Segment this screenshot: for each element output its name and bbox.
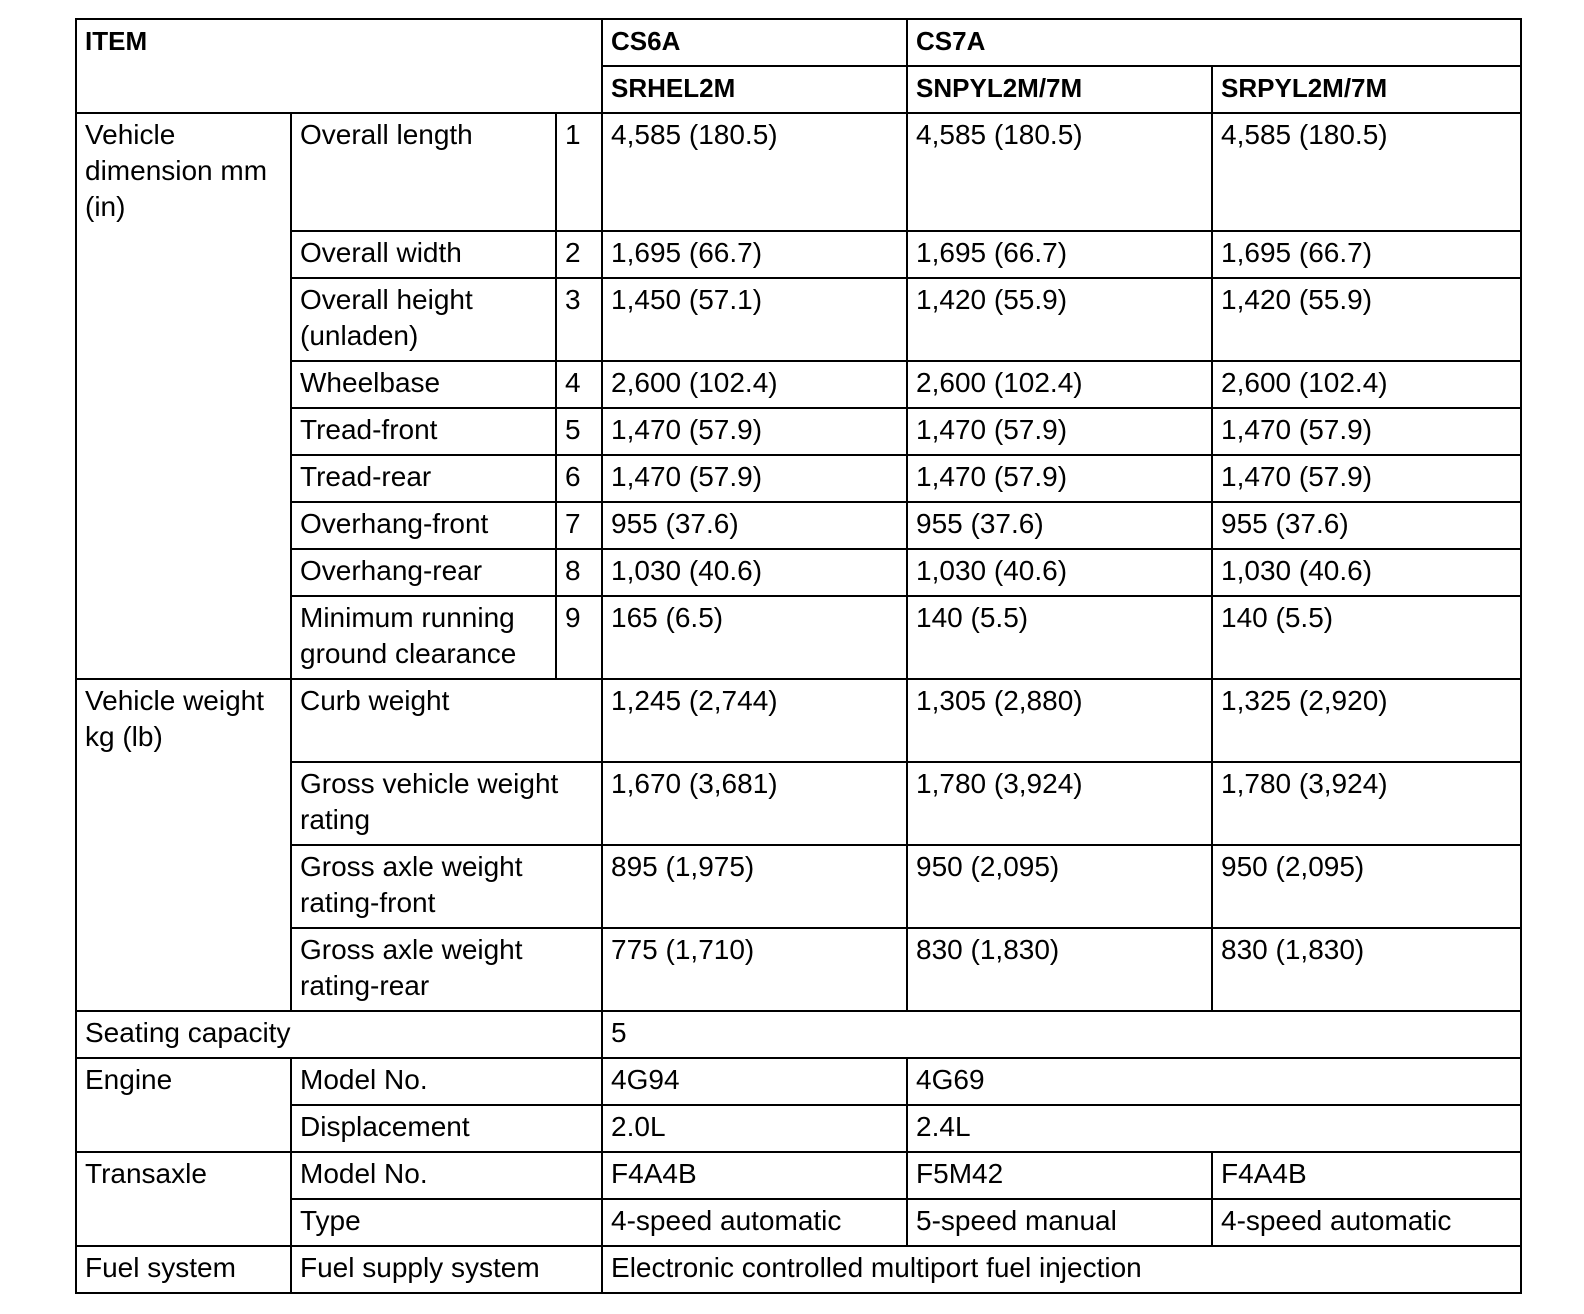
table-row	[76, 1105, 1521, 1152]
row-number: 1	[556, 113, 602, 231]
table-row	[76, 455, 1521, 502]
cell-snpyl: 1,780 (3,924)	[907, 762, 1212, 845]
cell-srpyl: 1,420 (55.9)	[1212, 278, 1521, 361]
row-label: Overhang-rear	[291, 549, 556, 596]
cell-cs6a: 1,470 (57.9)	[602, 455, 907, 502]
row-label: Wheelbase	[291, 361, 556, 408]
header-cs7a: CS7A	[907, 19, 1521, 66]
cell-srpyl: 950 (2,095)	[1212, 845, 1521, 928]
cell-snpyl: 2,600 (102.4)	[907, 361, 1212, 408]
cell-snpyl: 4,585 (180.5)	[907, 113, 1212, 231]
cell-cs6a: 1,450 (57.1)	[602, 278, 907, 361]
cell-snpyl: 950 (2,095)	[907, 845, 1212, 928]
table-row	[76, 928, 1521, 1011]
header-row	[76, 19, 1521, 66]
table-row	[76, 845, 1521, 928]
cell-srpyl: 4,585 (180.5)	[1212, 113, 1521, 231]
group-transaxle: Transaxle	[76, 1152, 291, 1246]
cell-snpyl: 1,420 (55.9)	[907, 278, 1212, 361]
row-label: Fuel supply system	[291, 1246, 602, 1293]
row-label: Model No.	[291, 1058, 602, 1105]
cell-cs7a: 2.4L	[907, 1105, 1521, 1152]
cell-snpyl: 1,305 (2,880)	[907, 679, 1212, 762]
cell-cs6a: 4,585 (180.5)	[602, 113, 907, 231]
row-label: Gross axle weight rating-rear	[291, 928, 602, 1011]
row-label: Tread-front	[291, 408, 556, 455]
cell-srpyl: 4-speed automatic	[1212, 1199, 1521, 1246]
cell-snpyl: 1,470 (57.9)	[907, 408, 1212, 455]
cell-snpyl: 5-speed manual	[907, 1199, 1212, 1246]
table-row	[76, 596, 1521, 679]
cell-cs6a: 4G94	[602, 1058, 907, 1105]
table-row	[76, 361, 1521, 408]
cell-srpyl: F4A4B	[1212, 1152, 1521, 1199]
row-label: Tread-rear	[291, 455, 556, 502]
table-row	[76, 408, 1521, 455]
row-label: Overall height (unladen)	[291, 278, 556, 361]
row-label: Displacement	[291, 1105, 602, 1152]
cell-srpyl: 830 (1,830)	[1212, 928, 1521, 1011]
table-row	[76, 1152, 1521, 1199]
cell-srpyl: 955 (37.6)	[1212, 502, 1521, 549]
group-fuel-system: Fuel system	[76, 1246, 291, 1293]
row-number: 8	[556, 549, 602, 596]
table-row	[76, 113, 1521, 231]
cell-srpyl: 1,325 (2,920)	[1212, 679, 1521, 762]
cell-cs6a: 165 (6.5)	[602, 596, 907, 679]
cell-cs6a: 1,670 (3,681)	[602, 762, 907, 845]
table-row	[76, 549, 1521, 596]
table-row	[76, 679, 1521, 762]
fuel-supply-value: Electronic controlled multiport fuel injection	[602, 1246, 1521, 1293]
table-row	[76, 1058, 1521, 1105]
header-item: ITEM	[76, 19, 602, 113]
table-row	[76, 1011, 1521, 1058]
row-label: Type	[291, 1199, 602, 1246]
row-number: 6	[556, 455, 602, 502]
cell-snpyl: 140 (5.5)	[907, 596, 1212, 679]
cell-snpyl: 1,470 (57.9)	[907, 455, 1212, 502]
cell-cs7a: 4G69	[907, 1058, 1521, 1105]
group-engine: Engine	[76, 1058, 291, 1152]
header-cs6a: CS6A	[602, 19, 907, 66]
seating-capacity-value: 5	[602, 1011, 1521, 1058]
cell-snpyl: 1,030 (40.6)	[907, 549, 1212, 596]
row-number: 7	[556, 502, 602, 549]
seating-capacity-label: Seating capacity	[76, 1011, 602, 1058]
cell-cs6a: 2,600 (102.4)	[602, 361, 907, 408]
cell-cs6a: F4A4B	[602, 1152, 907, 1199]
cell-srpyl: 1,695 (66.7)	[1212, 231, 1521, 278]
cell-cs6a: 1,470 (57.9)	[602, 408, 907, 455]
table-row	[76, 502, 1521, 549]
row-label: Overall length	[291, 113, 556, 231]
row-number: 2	[556, 231, 602, 278]
cell-cs6a: 955 (37.6)	[602, 502, 907, 549]
cell-cs6a: 1,030 (40.6)	[602, 549, 907, 596]
cell-srpyl: 1,780 (3,924)	[1212, 762, 1521, 845]
table-row	[76, 231, 1521, 278]
cell-cs6a: 775 (1,710)	[602, 928, 907, 1011]
row-label: Gross vehicle weight rating	[291, 762, 602, 845]
cell-cs6a: 2.0L	[602, 1105, 907, 1152]
group-vehicle-weight: Vehicle weight kg (lb)	[76, 679, 291, 1011]
row-number: 9	[556, 596, 602, 679]
cell-srpyl: 1,470 (57.9)	[1212, 408, 1521, 455]
cell-srpyl: 1,030 (40.6)	[1212, 549, 1521, 596]
row-label: Curb weight	[291, 679, 602, 762]
cell-cs6a: 1,245 (2,744)	[602, 679, 907, 762]
row-number: 5	[556, 408, 602, 455]
specifications-table	[75, 18, 1522, 1294]
row-label: Model No.	[291, 1152, 602, 1199]
cell-srpyl: 1,470 (57.9)	[1212, 455, 1521, 502]
group-vehicle-dimension: Vehicle dimension mm (in)	[76, 113, 291, 679]
row-label: Overall width	[291, 231, 556, 278]
cell-cs6a: 1,695 (66.7)	[602, 231, 907, 278]
table-row	[76, 278, 1521, 361]
table-row	[76, 1199, 1521, 1246]
cell-snpyl: 830 (1,830)	[907, 928, 1212, 1011]
cell-srpyl: 140 (5.5)	[1212, 596, 1521, 679]
row-label: Overhang-front	[291, 502, 556, 549]
cell-snpyl: F5M42	[907, 1152, 1212, 1199]
table-row	[76, 762, 1521, 845]
table-row	[76, 1246, 1521, 1293]
cell-srpyl: 2,600 (102.4)	[1212, 361, 1521, 408]
row-number: 4	[556, 361, 602, 408]
header-srpyl2m7m: SRPYL2M/7M	[1212, 66, 1521, 113]
header-snpyl2m7m: SNPYL2M/7M	[907, 66, 1212, 113]
cell-cs6a: 4-speed automatic	[602, 1199, 907, 1246]
row-label: Minimum running ground clearance	[291, 596, 556, 679]
cell-snpyl: 1,695 (66.7)	[907, 231, 1212, 278]
header-srhel2m: SRHEL2M	[602, 66, 907, 113]
cell-cs6a: 895 (1,975)	[602, 845, 907, 928]
cell-snpyl: 955 (37.6)	[907, 502, 1212, 549]
row-number: 3	[556, 278, 602, 361]
row-label: Gross axle weight rating-front	[291, 845, 602, 928]
